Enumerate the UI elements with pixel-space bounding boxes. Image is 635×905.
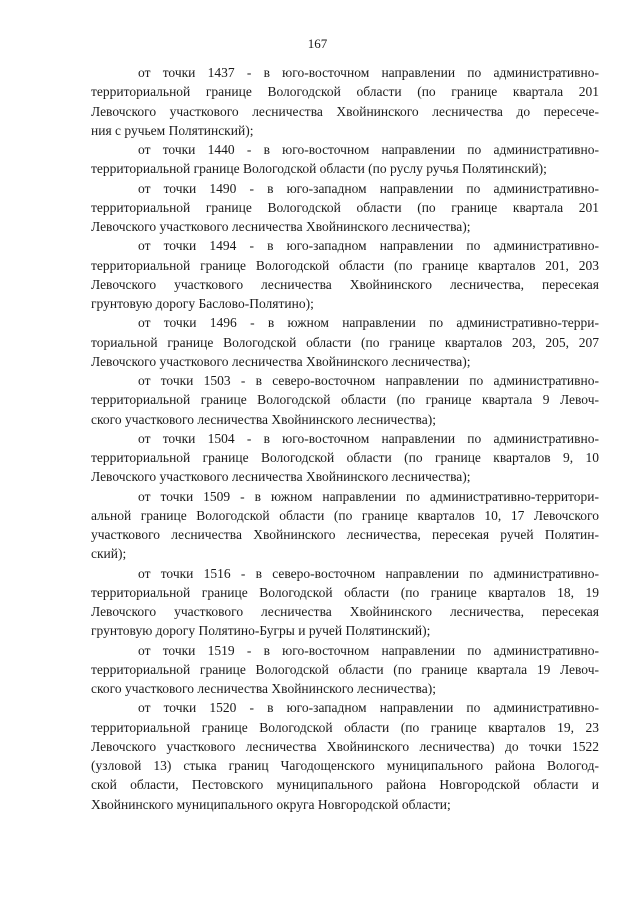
text-line: от точки 1509 - в южном направлении по административно-территори- — [138, 488, 599, 504]
text-line: Левочского участкового лесничества Хвойнинского лесничества, пересекая — [91, 604, 599, 619]
text-line: Левочского участкового лесничества Хвойнинского лесничества, пересекая — [91, 276, 599, 292]
text-line: Левочского участкового лесничества Хвойнинского лесничества); — [91, 353, 471, 369]
text-line: ский); — [91, 546, 127, 562]
paragraph — [91, 564, 599, 641]
document-body — [91, 63, 599, 814]
text-line: территориальной границе Вологодской области (по границе квартала 9 Левоч- — [91, 392, 599, 408]
text-line: участкового лесничества Хвойнинского лесничества, пересекая ручей Полятин- — [91, 527, 599, 542]
text-line: Левочского участкового лесничества Хвойнинского лесничества); — [91, 469, 471, 485]
text-line: ториальной границе Вологодской области (по границе кварталов 203, 205, 207 — [91, 334, 599, 350]
text-line: территориальной границе Вологодской области (по границе кварталов 19, 23 — [91, 719, 599, 735]
text-line: ского участкового лесничества Хвойнинского лесничества); — [91, 681, 436, 696]
text-line: грунтовую дорогу Баслово-Полятино); — [91, 296, 314, 311]
text-line: от точки 1519 - в юго-восточном направлении по административно- — [138, 642, 599, 658]
text-line: от точки 1504 - в юго-восточном направлении по административно- — [138, 430, 599, 446]
text-line: ской области, Пестовского муниципального района Новгородской области и — [91, 777, 599, 793]
text-line: территориальной границе Вологодской области (по границе квартала 19 Левоч- — [91, 661, 599, 677]
text-line: от точки 1440 - в юго-восточном направлении по административно- — [138, 142, 599, 157]
text-line: от точки 1437 - в юго-восточном направлении по административно- — [138, 65, 599, 80]
text-line: Левочского участкового лесничества Хвойнинского лесничества); — [91, 219, 471, 234]
text-line: ния с ручьем Полятинский); — [91, 122, 254, 138]
text-line: ского участкового лесничества Хвойнинского лесничества); — [91, 411, 436, 427]
text-line: Хвойнинского муниципального округа Новгородской области; — [91, 796, 451, 812]
text-line: (узловой 13) стыка границ Чагодощенского муниципального района Вологод- — [91, 758, 599, 773]
text-line: от точки 1516 - в северо-восточном направлении по административно- — [138, 565, 599, 581]
paragraph — [91, 698, 599, 814]
paragraph — [91, 313, 599, 371]
paragraph — [91, 371, 599, 429]
text-line: территориальной границе Вологодской области (по границе кварталов 201, 203 — [91, 257, 599, 273]
text-line: от точки 1490 - в юго-западном направлении по административно- — [138, 180, 599, 196]
paragraph — [91, 140, 599, 179]
paragraph — [91, 179, 599, 237]
page-number: 167 — [307, 36, 328, 51]
text-line: Левочского участкового лесничества Хвойнинского лесничества) до точки 1522 — [91, 738, 599, 754]
paragraph — [91, 63, 599, 140]
text-line: альной границе Вологодской области (по границе кварталов 10, 17 Левочского — [91, 507, 599, 523]
text-line: территориальной границе Вологодской области (по границе квартала 201 — [91, 199, 599, 215]
text-line: от точки 1494 - в юго-западном направлении по административно- — [138, 238, 599, 254]
text-line: грунтовую дорогу Полятино-Бугры и ручей Полятинский); — [91, 623, 431, 639]
paragraph — [91, 487, 599, 564]
text-line: от точки 1496 - в южном направлении по административно-терри- — [138, 315, 599, 331]
text-line: Левочского участкового лесничества Хвойнинского лесничества до пересече- — [91, 103, 599, 119]
text-line: территориальной границе Вологодской области (по руслу ручья Полятинский); — [91, 161, 547, 177]
paragraph — [91, 641, 599, 699]
text-line: территориальной границе Вологодской области (по границе кварталов 9, 10 — [91, 450, 599, 465]
text-line: от точки 1503 - в северо-восточном направлении по административно- — [138, 373, 599, 388]
text-line: территориальной границе Вологодской области (по границе квартала 201 — [91, 84, 599, 100]
paragraph — [91, 236, 599, 313]
paragraph — [91, 429, 599, 487]
text-line: территориальной границе Вологодской области (по границе кварталов 18, 19 — [91, 584, 599, 600]
text-line: от точки 1520 - в юго-западном направлении по административно- — [138, 700, 599, 716]
